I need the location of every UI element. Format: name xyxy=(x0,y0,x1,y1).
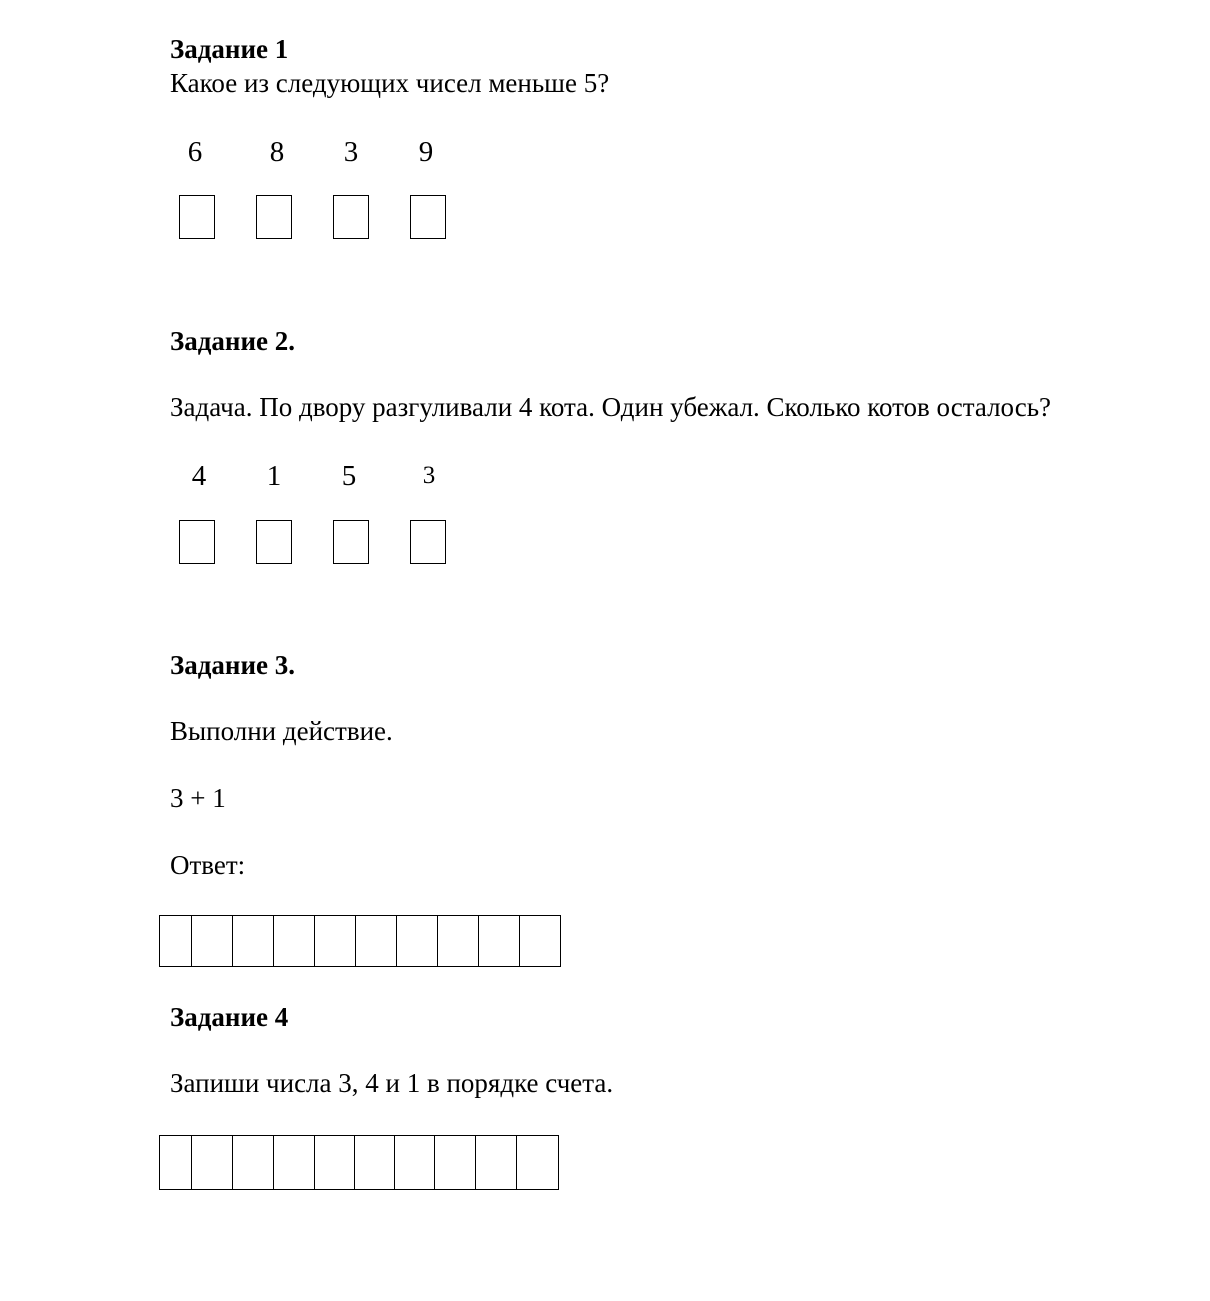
task2-option-label: 3 xyxy=(422,462,436,489)
answer-cell[interactable] xyxy=(520,915,561,967)
answer-cell[interactable] xyxy=(274,1135,315,1190)
answer-cell[interactable] xyxy=(438,915,479,967)
task1-checkbox[interactable] xyxy=(179,195,215,239)
answer-cell[interactable] xyxy=(274,915,315,967)
task2-checkbox[interactable] xyxy=(410,520,446,564)
task3-answer-grid xyxy=(159,915,562,967)
task4-title: Задание 4 xyxy=(170,1002,289,1032)
task1-option-label: 6 xyxy=(187,136,203,168)
answer-cell[interactable] xyxy=(192,915,233,967)
answer-cell[interactable] xyxy=(479,915,520,967)
task3-expression: 3 + 1 xyxy=(170,783,226,813)
answer-cell[interactable] xyxy=(160,1135,192,1190)
task2-checkbox[interactable] xyxy=(256,520,292,564)
task3-instruction: Выполни действие. xyxy=(170,716,393,746)
answer-cell[interactable] xyxy=(435,1135,476,1190)
answer-cell[interactable] xyxy=(517,1135,559,1190)
task4-answer-grid xyxy=(159,1135,559,1190)
task1-option-label: 8 xyxy=(269,136,285,168)
task4-instruction: Запиши числа 3, 4 и 1 в порядке счета. xyxy=(170,1068,614,1098)
answer-cell[interactable] xyxy=(315,915,356,967)
task2-title: Задание 2. xyxy=(170,326,296,356)
task2-option-label: 5 xyxy=(341,460,357,492)
task1-checkbox[interactable] xyxy=(256,195,292,239)
task1-title: Задание 1 xyxy=(170,34,289,64)
answer-cell[interactable] xyxy=(192,1135,233,1190)
task3-title: Задание 3. xyxy=(170,650,296,680)
task2-checkbox[interactable] xyxy=(179,520,215,564)
answer-cell[interactable] xyxy=(397,915,438,967)
answer-cell[interactable] xyxy=(356,915,397,967)
task1-option-label: 9 xyxy=(418,136,434,168)
answer-cell[interactable] xyxy=(395,1135,435,1190)
task1-checkbox[interactable] xyxy=(333,195,369,239)
answer-cell[interactable] xyxy=(233,915,274,967)
task1-checkbox[interactable] xyxy=(410,195,446,239)
task2-option-label: 1 xyxy=(266,460,282,492)
task2-option-label: 4 xyxy=(191,460,207,492)
answer-cell[interactable] xyxy=(315,1135,355,1190)
task2-question: Задача. По двору разгуливали 4 кота. Один убежал. Сколько котов осталось? xyxy=(170,392,1051,422)
task3-answer-label: Ответ: xyxy=(170,850,246,880)
answer-cell[interactable] xyxy=(233,1135,274,1190)
answer-cell[interactable] xyxy=(160,915,192,967)
task1-question: Какое из следующих чисел меньше 5? xyxy=(170,68,610,98)
task1-option-label: 3 xyxy=(343,136,359,168)
answer-cell[interactable] xyxy=(476,1135,517,1190)
answer-cell[interactable] xyxy=(355,1135,395,1190)
task2-checkbox[interactable] xyxy=(333,520,369,564)
